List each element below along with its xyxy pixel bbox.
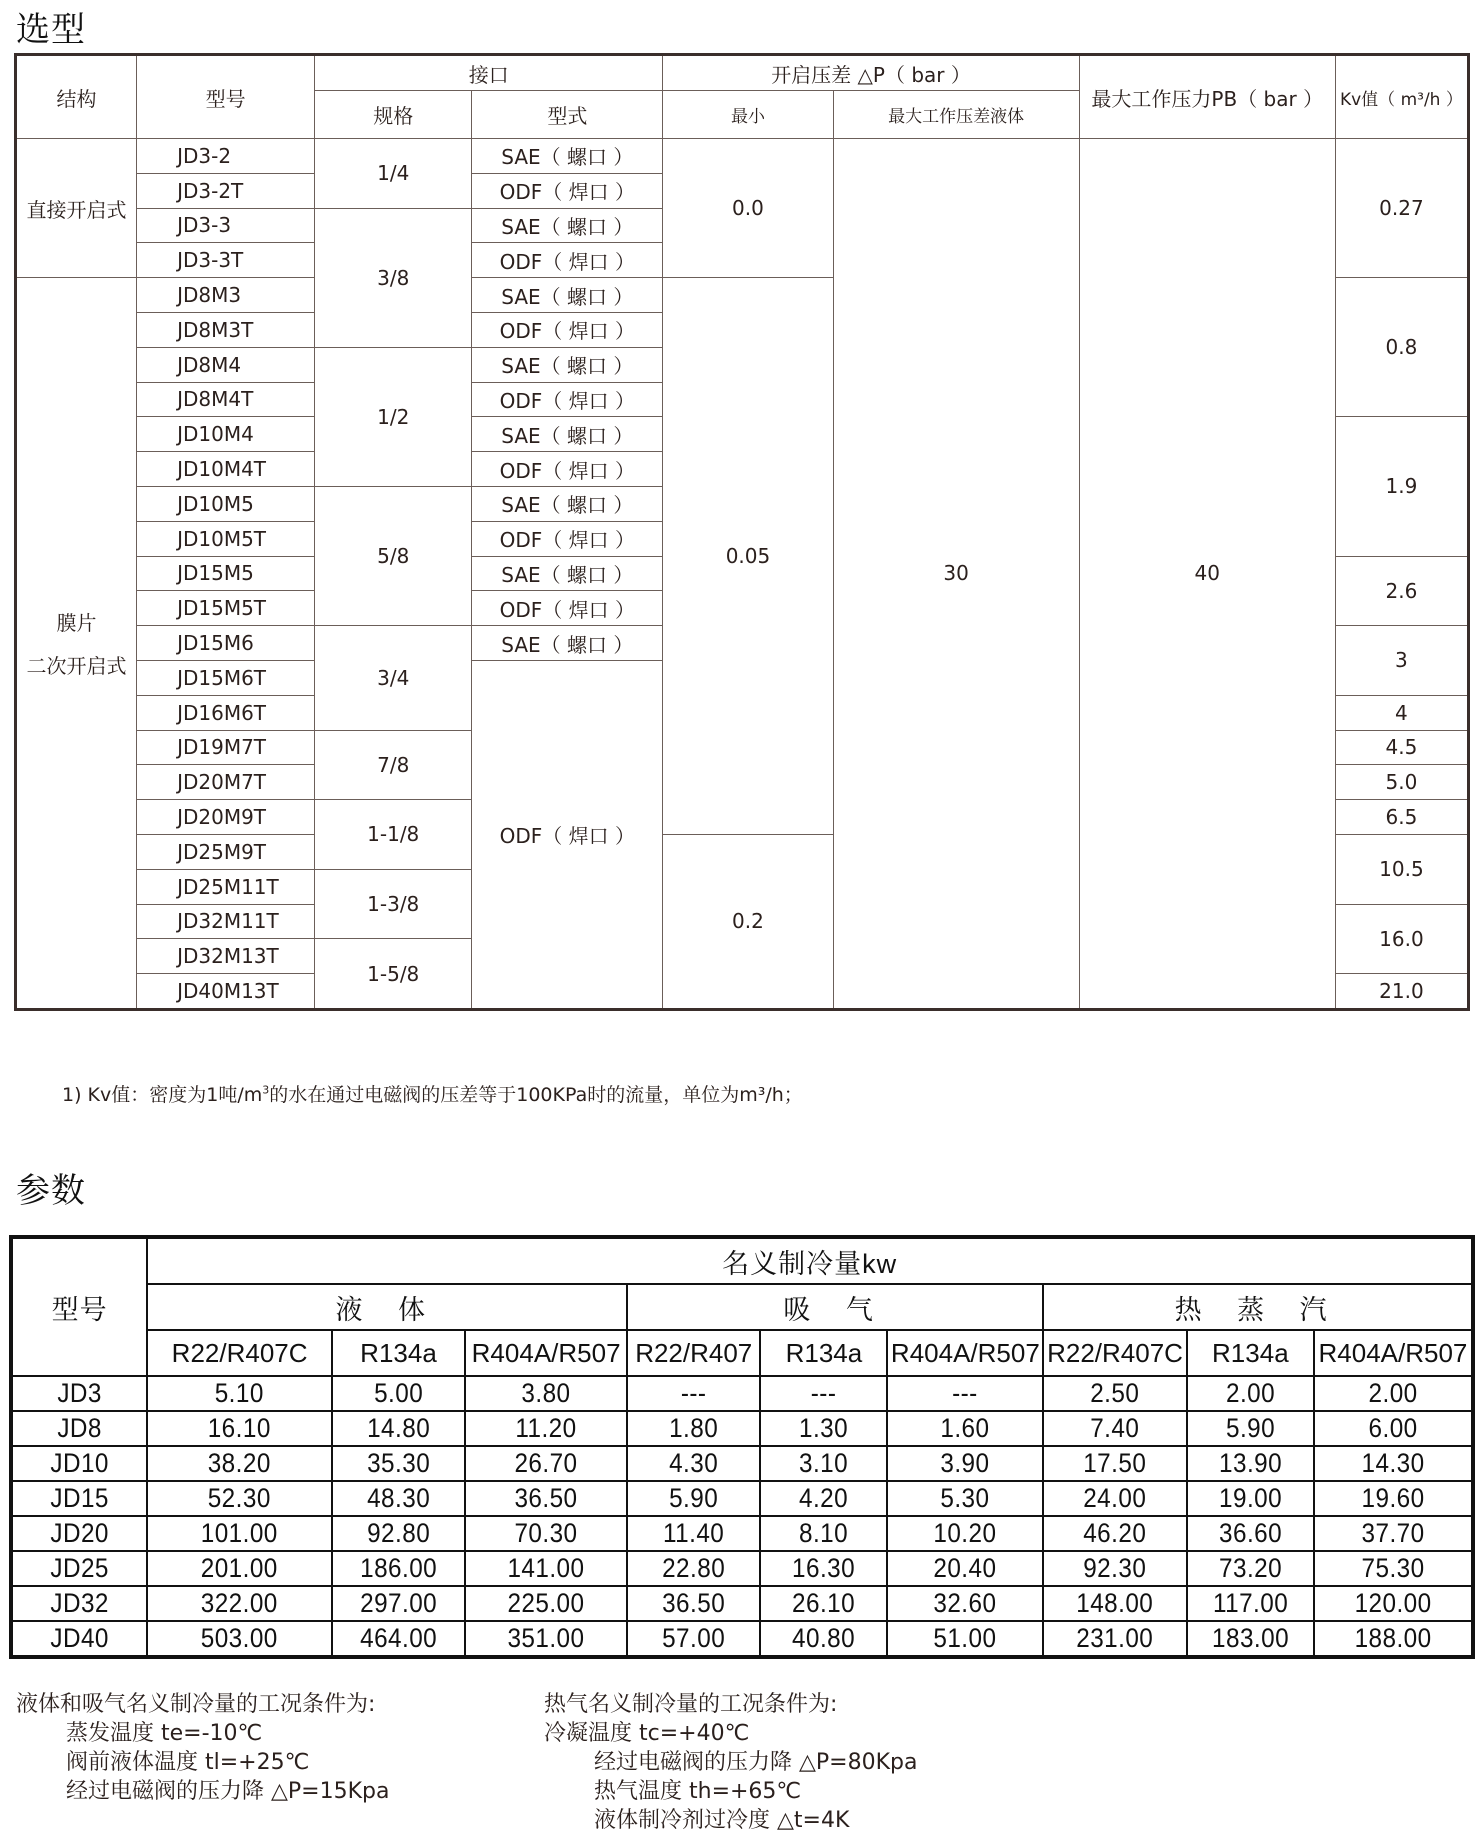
type-cell: ODF（ 焊口 ） <box>472 591 663 626</box>
conditions-left-line: 蒸发温度 te=-10℃ <box>66 1721 263 1746</box>
size-cell: 7/8 <box>315 730 472 800</box>
min-dp-cell: 0.05 <box>663 278 833 835</box>
kv-cell: 21.0 <box>1335 974 1468 1010</box>
model-cell: JD10M5 <box>137 486 315 521</box>
table-row <box>11 1586 1473 1621</box>
model-cell: JD32M13T <box>137 939 315 974</box>
model-cell: JD19M7T <box>137 730 315 765</box>
capacity-cell: 5.00 <box>339 1376 459 1411</box>
kv-cell: 4.5 <box>1335 730 1468 765</box>
params-group-hot-gas: 热 蒸 汽 <box>1043 1284 1473 1330</box>
capacity-cell: 19.60 <box>1322 1481 1465 1516</box>
capacity-cell: 8.10 <box>767 1516 881 1551</box>
type-cell: ODF（ 焊口 ） <box>472 660 663 1009</box>
type-cell: ODF（ 焊口 ） <box>472 243 663 278</box>
capacity-cell: 5.90 <box>634 1481 754 1516</box>
type-cell: SAE（ 螺口 ） <box>472 417 663 452</box>
refrigerant-header: R134a <box>1187 1330 1314 1376</box>
header-connection: 接口 <box>315 55 663 91</box>
capacity-cell: 26.70 <box>473 1446 619 1481</box>
capacity-cell: 52.30 <box>157 1481 323 1516</box>
conditions-hot-gas <box>544 1690 917 1835</box>
capacity-cell: 5.30 <box>895 1481 1035 1516</box>
capacity-cell: 117.00 <box>1193 1586 1307 1621</box>
params-model-cell: JD20 <box>18 1516 141 1551</box>
capacity-cell: 14.30 <box>1322 1446 1465 1481</box>
capacity-cell: --- <box>895 1376 1035 1411</box>
type-cell: SAE（ 螺口 ） <box>472 347 663 382</box>
type-cell: SAE（ 螺口 ） <box>472 278 663 313</box>
capacity-cell: 92.80 <box>339 1516 459 1551</box>
capacity-cell: 3.80 <box>473 1376 619 1411</box>
size-cell: 3/4 <box>315 626 472 730</box>
capacity-cell: 70.30 <box>473 1516 619 1551</box>
capacity-cell: 92.30 <box>1050 1551 1179 1586</box>
capacity-cell: 225.00 <box>473 1586 619 1621</box>
capacity-cell: --- <box>634 1376 754 1411</box>
footnote-suffix: 的水在通过电磁阀的压差等于100KPa时的流量，单位为m³/h； <box>269 1084 803 1106</box>
capacity-cell: 38.20 <box>157 1446 323 1481</box>
capacity-cell: 120.00 <box>1322 1586 1465 1621</box>
capacity-cell: 10.20 <box>895 1516 1035 1551</box>
header-opening-dp: 开启压差 △P（ bar ） <box>663 55 1079 91</box>
capacity-cell: 201.00 <box>157 1551 323 1586</box>
capacity-cell: 37.70 <box>1322 1516 1465 1551</box>
table-row <box>11 1411 1473 1446</box>
size-cell: 1/2 <box>315 347 472 486</box>
capacity-cell: 6.00 <box>1322 1411 1465 1446</box>
model-cell: JD40M13T <box>137 974 315 1010</box>
model-cell: JD10M4 <box>137 417 315 452</box>
params-model-cell: JD32 <box>18 1586 141 1621</box>
capacity-cell: 3.10 <box>767 1446 881 1481</box>
size-cell: 1-3/8 <box>315 869 472 939</box>
capacity-cell: 24.00 <box>1050 1481 1179 1516</box>
capacity-cell: 1.60 <box>895 1411 1035 1446</box>
capacity-cell: 3.90 <box>895 1446 1035 1481</box>
refrigerant-header: R404A/R507 <box>1314 1330 1473 1376</box>
model-cell: JD15M5 <box>137 556 315 591</box>
kv-cell: 0.8 <box>1335 278 1468 417</box>
kv-cell: 16.0 <box>1335 904 1468 974</box>
refrigerant-header: R22/R407C <box>1043 1330 1187 1376</box>
header-type: 型式 <box>472 91 663 139</box>
model-cell: JD3-2T <box>137 173 315 208</box>
model-cell: JD10M4T <box>137 452 315 487</box>
conditions-right-first: 冷凝温度 tc=+40℃ <box>544 1721 750 1746</box>
capacity-cell: 148.00 <box>1050 1586 1179 1621</box>
table-row <box>11 1446 1473 1481</box>
capacity-cell: 2.00 <box>1193 1376 1307 1411</box>
structure-direct: 直接开启式 <box>16 139 137 278</box>
conditions-right-line: 经过电磁阀的压力降 △P=80Kpa <box>594 1750 918 1775</box>
model-cell: JD15M6 <box>137 626 315 661</box>
type-cell: SAE（ 螺口 ） <box>472 626 663 661</box>
size-cell: 3/8 <box>315 208 472 347</box>
type-cell: ODF（ 焊口 ） <box>472 452 663 487</box>
capacity-cell: 73.20 <box>1193 1551 1307 1586</box>
params-table <box>9 1235 1475 1659</box>
params-group-suction: 吸 气 <box>627 1284 1043 1330</box>
capacity-cell: 11.20 <box>473 1411 619 1446</box>
params-header-model: 型号 <box>11 1237 147 1376</box>
capacity-cell: 36.50 <box>473 1481 619 1516</box>
capacity-cell: 22.80 <box>634 1551 754 1586</box>
type-cell: ODF（ 焊口 ） <box>472 173 663 208</box>
capacity-cell: 4.30 <box>634 1446 754 1481</box>
refrigerant-header: R134a <box>760 1330 887 1376</box>
conditions-left-heading: 液体和吸气名义制冷量的工况条件为: <box>16 1692 376 1717</box>
capacity-cell: 26.10 <box>767 1586 881 1621</box>
model-cell: JD8M3 <box>137 278 315 313</box>
capacity-cell: 5.10 <box>157 1376 323 1411</box>
params-model-cell: JD15 <box>18 1481 141 1516</box>
header-max-working-pressure: 最大工作压力PB（ bar ） <box>1079 55 1335 139</box>
conditions-right-line: 热气温度 th=+65℃ <box>594 1779 802 1804</box>
model-cell: JD25M11T <box>137 869 315 904</box>
max-working-pressure-cell: 40 <box>1079 139 1335 1010</box>
size-cell: 5/8 <box>315 486 472 625</box>
params-group-liquid: 液 体 <box>147 1284 627 1330</box>
conditions-liquid-suction <box>16 1690 389 1806</box>
refrigerant-header: R404A/R507 <box>465 1330 627 1376</box>
capacity-cell: 2.50 <box>1050 1376 1179 1411</box>
capacity-cell: 503.00 <box>157 1621 323 1657</box>
header-kv: Kv值（ m³/h ） <box>1335 55 1468 139</box>
capacity-cell: 11.40 <box>634 1516 754 1551</box>
structure-diaphragm <box>16 278 137 1010</box>
capacity-cell: 46.20 <box>1050 1516 1179 1551</box>
capacity-cell: 20.40 <box>895 1551 1035 1586</box>
capacity-cell: 35.30 <box>339 1446 459 1481</box>
table-row <box>11 1481 1473 1516</box>
conditions-right-line: 液体制冷剂过冷度 △t=4K <box>594 1808 850 1833</box>
capacity-cell: 141.00 <box>473 1551 619 1586</box>
capacity-cell: 101.00 <box>157 1516 323 1551</box>
header-min: 最小 <box>663 91 833 139</box>
model-cell: JD16M6T <box>137 695 315 730</box>
kv-footnote <box>62 1080 803 1107</box>
refrigerant-header: R404A/R507 <box>887 1330 1043 1376</box>
refrigerant-header: R22/R407 <box>627 1330 760 1376</box>
kv-cell: 0.27 <box>1335 139 1468 278</box>
conditions-left-line: 经过电磁阀的压力降 △P=15Kpa <box>66 1779 390 1804</box>
kv-cell: 5.0 <box>1335 765 1468 800</box>
structure-diaphragm-line2: 二次开启式 <box>26 654 127 679</box>
capacity-cell: 231.00 <box>1050 1621 1179 1657</box>
kv-cell: 1.9 <box>1335 417 1468 556</box>
capacity-cell: 322.00 <box>157 1586 323 1621</box>
max-working-dp-cell: 30 <box>833 139 1079 1010</box>
type-cell: ODF（ 焊口 ） <box>472 521 663 556</box>
min-dp-cell: 0.0 <box>663 139 833 278</box>
params-model-cell: JD25 <box>18 1551 141 1586</box>
params-header-capacity: 名义制冷量kw <box>147 1237 1473 1284</box>
kv-cell: 6.5 <box>1335 800 1468 835</box>
model-cell: JD25M9T <box>137 834 315 869</box>
size-cell: 1-1/8 <box>315 800 472 870</box>
capacity-cell: 36.50 <box>634 1586 754 1621</box>
table-row <box>11 1516 1473 1551</box>
type-cell: ODF（ 焊口 ） <box>472 382 663 417</box>
model-cell: JD20M7T <box>137 765 315 800</box>
capacity-cell: 32.60 <box>895 1586 1035 1621</box>
capacity-cell: 13.90 <box>1193 1446 1307 1481</box>
conditions-left-line: 阀前液体温度 tl=+25℃ <box>66 1750 310 1775</box>
capacity-cell: 75.30 <box>1322 1551 1465 1586</box>
capacity-cell: --- <box>767 1376 881 1411</box>
conditions-right-heading: 热气名义制冷量的工况条件为: <box>544 1692 838 1717</box>
capacity-cell: 57.00 <box>634 1621 754 1657</box>
min-dp-cell: 0.2 <box>663 834 833 1009</box>
footnote-prefix: 1) Kv值：密度为1吨/m <box>62 1084 263 1106</box>
header-size: 规格 <box>315 91 472 139</box>
model-cell: JD8M4T <box>137 382 315 417</box>
kv-cell: 4 <box>1335 695 1468 730</box>
capacity-cell: 1.30 <box>767 1411 881 1446</box>
capacity-cell: 188.00 <box>1322 1621 1465 1657</box>
size-cell: 1/4 <box>315 139 472 209</box>
model-cell: JD3-3T <box>137 243 315 278</box>
capacity-cell: 17.50 <box>1050 1446 1179 1481</box>
size-cell: 1-5/8 <box>315 939 472 1010</box>
params-model-cell: JD8 <box>18 1411 141 1446</box>
type-cell: SAE（ 螺口 ） <box>472 486 663 521</box>
model-cell: JD3-3 <box>137 208 315 243</box>
refrigerant-header: R134a <box>332 1330 465 1376</box>
header-model: 型号 <box>137 55 315 139</box>
model-cell: JD15M5T <box>137 591 315 626</box>
params-model-cell: JD40 <box>18 1621 141 1657</box>
type-cell: ODF（ 焊口 ） <box>472 312 663 347</box>
params-model-cell: JD10 <box>18 1446 141 1481</box>
capacity-cell: 19.00 <box>1193 1481 1307 1516</box>
capacity-cell: 5.90 <box>1193 1411 1307 1446</box>
params-section-title: 参数 <box>16 1171 86 1211</box>
capacity-cell: 1.80 <box>634 1411 754 1446</box>
capacity-cell: 464.00 <box>339 1621 459 1657</box>
header-max-working-dp-liquid: 最大工作压差液体 <box>833 91 1079 139</box>
model-cell: JD8M3T <box>137 312 315 347</box>
capacity-cell: 40.80 <box>767 1621 881 1657</box>
capacity-cell: 48.30 <box>339 1481 459 1516</box>
type-cell: SAE（ 螺口 ） <box>472 139 663 174</box>
capacity-cell: 16.30 <box>767 1551 881 1586</box>
capacity-cell: 4.20 <box>767 1481 881 1516</box>
table-row <box>11 1376 1473 1411</box>
model-cell: JD32M11T <box>137 904 315 939</box>
capacity-cell: 351.00 <box>473 1621 619 1657</box>
header-structure: 结构 <box>16 55 137 139</box>
model-cell: JD10M5T <box>137 521 315 556</box>
table-row <box>16 139 1469 174</box>
model-cell: JD20M9T <box>137 800 315 835</box>
table-row <box>11 1621 1473 1657</box>
type-cell: SAE（ 螺口 ） <box>472 556 663 591</box>
structure-diaphragm-line1: 膜片 <box>56 611 97 636</box>
params-model-cell: JD3 <box>18 1376 141 1411</box>
capacity-cell: 51.00 <box>895 1621 1035 1657</box>
model-cell: JD3-2 <box>137 139 315 174</box>
capacity-cell: 2.00 <box>1322 1376 1465 1411</box>
selection-section-title: 选型 <box>16 10 86 50</box>
capacity-cell: 16.10 <box>157 1411 323 1446</box>
type-cell: SAE（ 螺口 ） <box>472 208 663 243</box>
capacity-cell: 14.80 <box>339 1411 459 1446</box>
refrigerant-header: R22/R407C <box>147 1330 332 1376</box>
capacity-cell: 183.00 <box>1193 1621 1307 1657</box>
capacity-cell: 297.00 <box>339 1586 459 1621</box>
model-cell: JD8M4 <box>137 347 315 382</box>
kv-cell: 10.5 <box>1335 834 1468 904</box>
selection-table <box>14 53 1470 1011</box>
table-row <box>11 1551 1473 1586</box>
kv-cell: 3 <box>1335 626 1468 696</box>
footnote-sup: 3 <box>262 1083 270 1097</box>
model-cell: JD15M6T <box>137 660 315 695</box>
capacity-cell: 7.40 <box>1050 1411 1179 1446</box>
capacity-cell: 36.60 <box>1193 1516 1307 1551</box>
capacity-cell: 186.00 <box>339 1551 459 1586</box>
kv-cell: 2.6 <box>1335 556 1468 626</box>
